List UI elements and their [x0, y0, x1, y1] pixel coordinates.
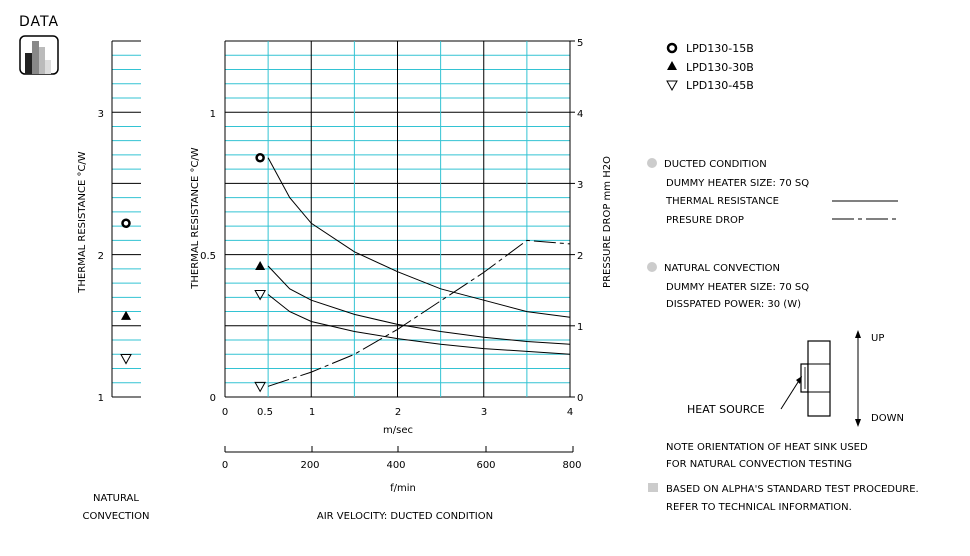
xlabel-ms: m/sec — [383, 425, 413, 436]
procedure-note: REFER TO TECHNICAL INFORMATION. — [666, 502, 852, 513]
xtick-ms: 1 — [308, 407, 316, 418]
natural-markers — [121, 220, 131, 364]
ytick-right: 2 — [577, 251, 584, 262]
xtick-ms: 0.5 — [257, 407, 273, 418]
ytick-right: 1 — [577, 322, 584, 333]
legend-circle-icon — [668, 44, 676, 52]
natural-ylabel: THERMAL RESISTANCE °C/W — [77, 151, 88, 293]
down-label: DOWN — [871, 413, 904, 424]
legend-triangle-open-icon — [667, 81, 677, 90]
heat-source-label: HEAT SOURCE — [687, 403, 765, 416]
ducted-heater: DUMMY HEATER SIZE: 70 SQ — [666, 178, 810, 189]
x-axis-fmin — [222, 446, 582, 494]
legend-label: LPD130-45B — [686, 79, 754, 92]
orientation-note: NOTE ORIENTATION OF HEAT SINK USED — [666, 442, 868, 453]
pressure-drop-curve — [268, 240, 570, 386]
xtick-fmin: 0 — [221, 460, 229, 471]
procedure-note: BASED ON ALPHA'S STANDARD TEST PROCEDURE. — [666, 484, 919, 495]
ytick-left: 1 — [209, 109, 216, 120]
bar-chart-icon — [20, 36, 58, 74]
heat-source-pointer-arrow-icon — [781, 379, 800, 409]
ytick-left: 0 — [209, 393, 216, 404]
natural-bullet-icon — [647, 262, 657, 272]
xtick-fmin: 200 — [300, 460, 320, 471]
natural-ytick-label: 1 — [97, 393, 104, 404]
ytick-left: 0.5 — [200, 251, 216, 262]
legend-label: LPD130-15B — [686, 42, 754, 55]
natural-convection-axis — [98, 109, 104, 404]
page-title: DATA — [19, 14, 60, 30]
legend — [667, 42, 754, 92]
natural-marker-LPD130-30B — [121, 311, 131, 320]
ylabel-right: PRESSURE DROP mm H2O — [602, 156, 613, 288]
right-y-axis — [577, 38, 583, 404]
up-label: UP — [871, 333, 885, 344]
ducted-pressure-label: PRESURE DROP — [666, 215, 744, 226]
heat-sink-diagram — [781, 330, 861, 427]
heat-source-block — [801, 364, 808, 392]
left-y-axis — [200, 109, 216, 404]
series-marker-LPD130-45B — [255, 290, 265, 299]
xtick-fmin: 800 — [562, 460, 582, 471]
xtick-ms: 0 — [221, 407, 229, 418]
ytick-right: 0 — [577, 393, 584, 404]
ducted-title: DUCTED CONDITION — [664, 159, 767, 170]
ytick-right: 3 — [577, 180, 584, 191]
orientation-note: FOR NATURAL CONVECTION TESTING — [666, 459, 852, 470]
series-marker-LPD130-15B — [257, 154, 264, 161]
natural-ytick-label: 3 — [97, 109, 104, 120]
ducted-thermal-label: THERMAL RESISTANCE — [666, 196, 779, 207]
xtick-fmin: 400 — [386, 460, 406, 471]
ducted-bullet-icon — [647, 158, 657, 168]
xlabel-bottom: AIR VELOCITY: DUCTED CONDITION — [316, 511, 494, 522]
series-marker-LPD130-30B — [255, 261, 265, 270]
natural-xlabel: CONVECTION — [82, 511, 150, 522]
xlabel-fmin: f/min — [390, 483, 416, 494]
xtick-fmin: 600 — [476, 460, 496, 471]
x-axis-ms — [222, 407, 573, 436]
ylabel-left: THERMAL RESISTANCE °C/W — [190, 147, 201, 289]
ytick-right: 5 — [577, 38, 584, 49]
natural-marker-LPD130-45B — [121, 355, 131, 364]
natural-ytick-label: 2 — [97, 251, 104, 262]
natural-xlabel: NATURAL — [93, 493, 139, 504]
main-chart-grid — [225, 41, 575, 397]
main-chart-markers — [255, 154, 265, 391]
pressure-drop-marker — [255, 382, 265, 391]
xtick-ms: 2 — [394, 407, 402, 418]
thermal-curve-LPD130-45B — [268, 295, 570, 355]
thermal-curve-LPD130-15B — [268, 158, 570, 317]
natural-title: NATURAL CONVECTION — [664, 263, 780, 274]
main-chart-series — [268, 158, 570, 386]
legend-triangle-filled-icon — [667, 61, 677, 70]
natural-heater: DUMMY HEATER SIZE: 70 SQ — [666, 282, 810, 293]
natural-marker-LPD130-15B — [123, 220, 130, 227]
procedure-bullet-icon — [648, 483, 658, 492]
xtick-ms: 4 — [566, 407, 574, 418]
xtick-ms: 3 — [480, 407, 488, 418]
heat-sink-body — [808, 341, 830, 416]
thermal-curve-LPD130-30B — [268, 266, 570, 344]
ytick-right: 4 — [577, 109, 584, 120]
natural-power: DISSPATED POWER: 30 (W) — [666, 299, 801, 310]
legend-label: LPD130-30B — [686, 61, 754, 74]
